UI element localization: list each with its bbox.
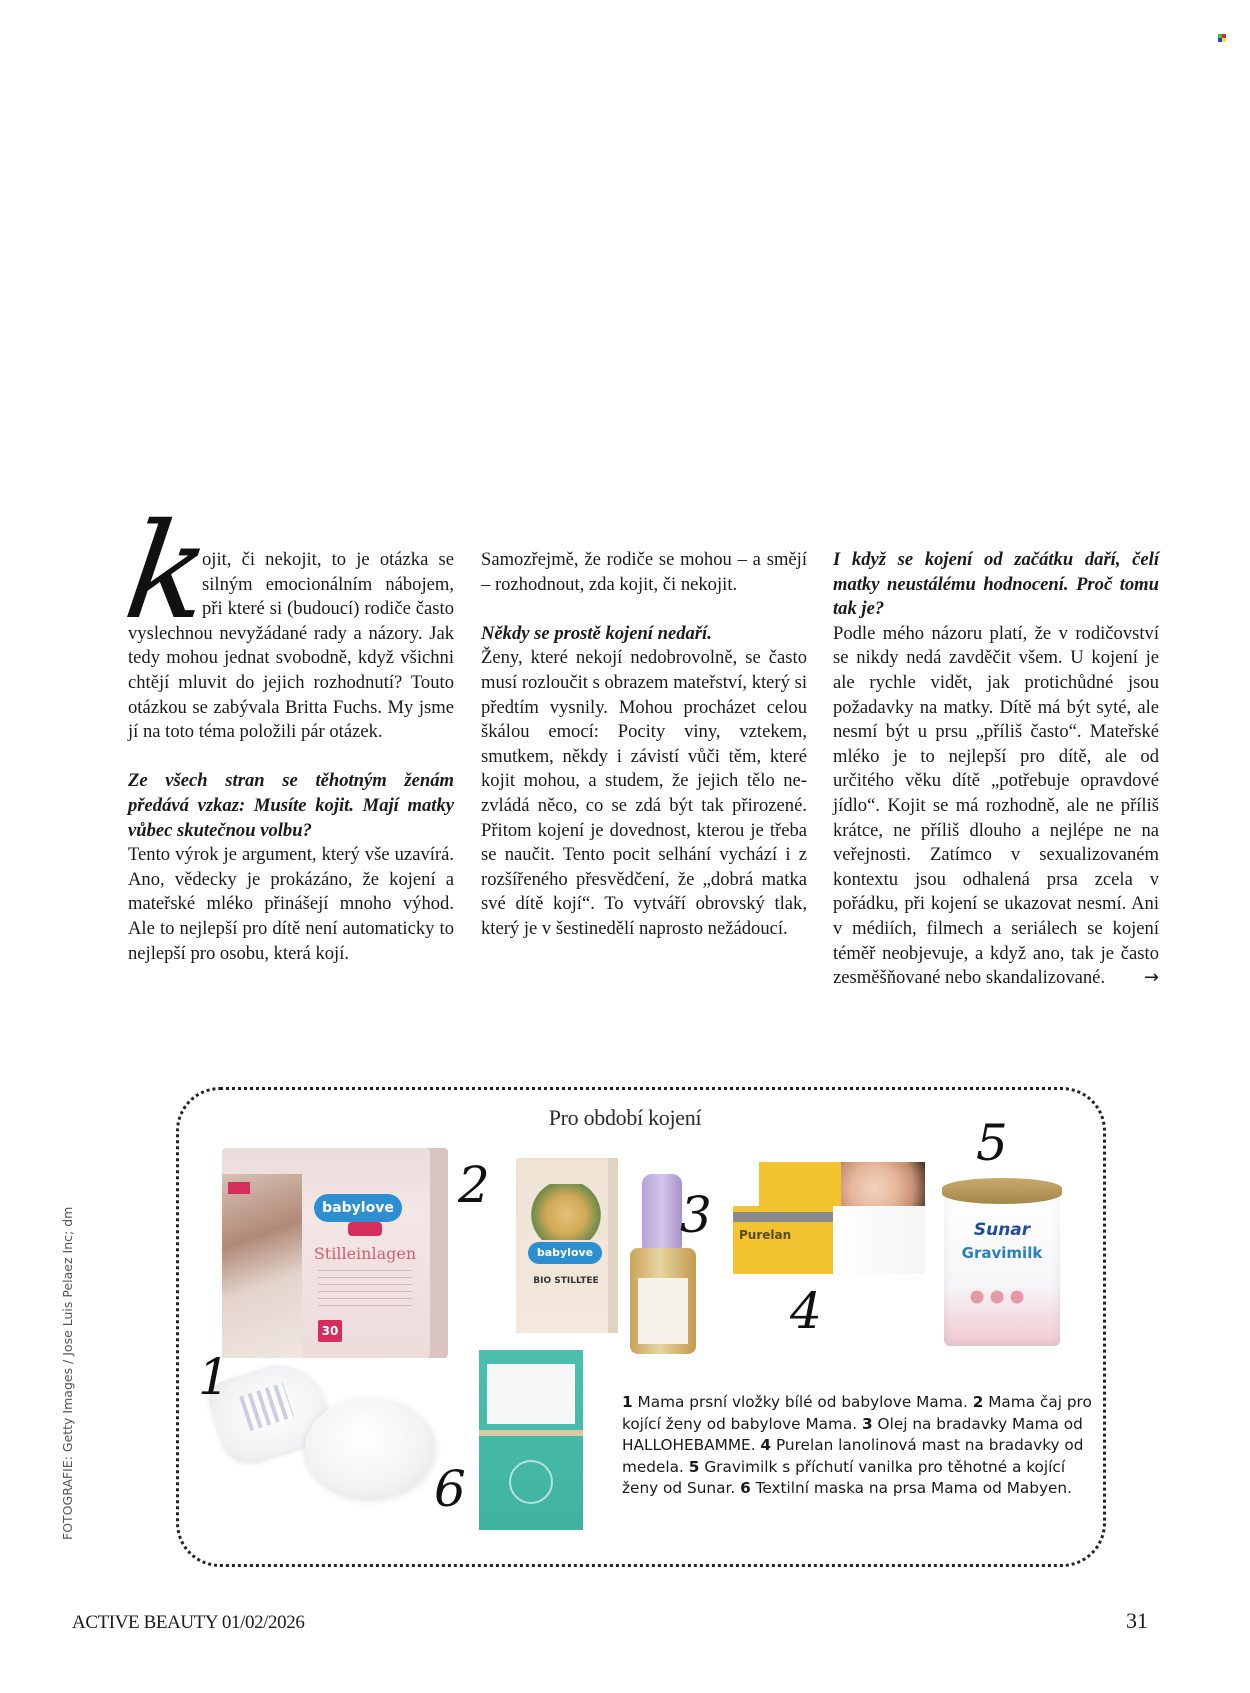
can-body [944, 1192, 1060, 1346]
question-2: Někdy se prostě kojení nedaří. [481, 622, 712, 644]
product-caption [622, 1392, 1092, 1500]
product-4-name: Purelan [739, 1228, 792, 1242]
caption-text-3: Olej na bradavky Mama od HALLOHEBAMME. [622, 1414, 1083, 1455]
marker-yellow [1222, 38, 1226, 42]
page-number: 31 [1126, 1608, 1148, 1633]
mother-baby-photo [222, 1174, 302, 1358]
caption-text-5: Gravimilk s příchutí vanilka pro těhotné a kojící ženy od Sunar. [622, 1457, 1066, 1498]
product-box-title: Pro období kojení [548, 1105, 702, 1130]
mama-label [348, 1222, 382, 1236]
sunar-brand: Sunar [973, 1220, 1031, 1240]
tea-herb-image [528, 1184, 604, 1240]
photo-credit: FOTOGRAFIE: Getty Images / Jose Luis Pelaez Inc; dm [60, 1206, 75, 1540]
caption-num-1: 1 [622, 1393, 633, 1411]
answer-1-continued: Samozřejmě, že rodiče se mohou – a smějí – rozhodnout, zda kojit, či nekojit. [481, 549, 807, 595]
babylove-logo: babylove [314, 1194, 402, 1222]
bottle-label [638, 1278, 688, 1344]
caption-num-2: 2 [972, 1393, 984, 1411]
mask-stripe [479, 1430, 583, 1436]
bottle-body [630, 1248, 696, 1354]
can-icons [970, 1290, 1030, 1304]
answer-3-text: Podle mého názoru platí, že v rodičovství se nikdy nedá zavděčit všem. U kojení je ale rychle vidět, jak protichůdné jsou požadavky na matky. Dítě má být syté, ale nesmí být u prsu „příliš často“. Mateřské mléko je to nejlepší pro dítě, ale od určitého věku dítě „potřebuje opravdové jídlo“. Kojit se má rozhodně, ale ne příliš krátce, ne příliš dlouho a nejlépe ne na veřejnosti. Zatímco v sexualizovaném kontextu jsou odhalená prsa zcela v pořádku, při kojení se ukazovat nesmí. Ani v médiích, filmech a seriálech se kojení téměř neobjevuje, a když ano, tak je často zesměšňované nebo skandalizované. [833, 622, 1159, 989]
product-5-name: Gravimilk [961, 1244, 1043, 1262]
product-6-breast-mask [479, 1350, 583, 1530]
babylove-logo: babylove [528, 1242, 602, 1264]
article-column-3 [833, 548, 1159, 991]
product-number-1: 1 [198, 1348, 230, 1406]
product-5-gravimilk-can [942, 1178, 1062, 1346]
product-2-tea-box [516, 1158, 618, 1333]
caption-text-2: Mama čaj pro kojící ženy od babylove Mama. [622, 1393, 1092, 1433]
answer-3 [833, 622, 1159, 991]
caption-num-4: 4 [760, 1436, 772, 1455]
caption-num-6: 6 [740, 1479, 751, 1498]
product-1-nursing-pads-box [222, 1148, 448, 1358]
new-tag [228, 1182, 250, 1194]
product-number-5: 5 [976, 1114, 1008, 1172]
intro-paragraph: ojit, či nekojit, to je otázka se silným emocionálním nábojem, při které si (budoucí) rodiče často vyslechnou nevyžádané rady a názory. Jak tedy mohou jednat svobodně, když všichni chtějí mluvit do jejich rozhodnutí? Touto otázkou se zabývala Britta Fuchs. My jsme jí na toto téma položili pár otázek. [128, 549, 454, 743]
mask-label [487, 1364, 575, 1424]
caption-text-6: Textilní maska na prsa Mama od Mabyen. [750, 1479, 1072, 1498]
article-column-2 [481, 548, 807, 942]
caption-num-5: 5 [688, 1457, 700, 1476]
caption-text-4: Purelan lanolinová mast na bradavky od medela. [622, 1436, 1084, 1476]
print-color-marker [1218, 34, 1226, 42]
product-number-6: 6 [434, 1460, 466, 1518]
medela-bar [733, 1212, 833, 1222]
question-3: I když se kojení od začátku daří, čelí matky neustálému hodnocení. Proč tomu tak je? [833, 549, 1159, 620]
product-number-4: 4 [790, 1282, 822, 1340]
product-2-name: BIO STILLTEE [533, 1276, 599, 1286]
can-lid [942, 1178, 1062, 1204]
mask-flower-graphic [509, 1460, 553, 1504]
product-number-3: 3 [680, 1186, 712, 1244]
product-1-description [318, 1270, 412, 1308]
count-badge: 30 [318, 1320, 342, 1342]
product-number-2: 2 [458, 1156, 490, 1214]
article-column-1 [117, 495, 454, 966]
continue-arrow-icon: → [1143, 967, 1159, 989]
drop-cap: k [117, 495, 219, 649]
product-1-nursing-pads [205, 1368, 455, 1498]
magazine-issue: ACTIVE BEAUTY 01/02/2026 [72, 1612, 305, 1633]
answer-2: Ženy, které nekojí nedobrovolně, se často musí rozloučit s obrazem mateřství, který si předtím vysnily. Mohou procházet celou škálou emocí: Pocity viny, vztekem, smutkem, někdy i závistí vůči těm, které kojit mohou, a studem, že jejich tělo nezvládá něco, co se zdá být tak přirozené. Přitom kojení je dovednost, kterou je třeba se naučit. Tento pocit selhání vychází i z rozšířeného přesvědčení, že „dobrá matka své dítě kojí“. To vytváří obrovský tlak, který je v šestinedělí naprosto nežádoucí. [481, 647, 807, 939]
caption-text-1: Mama prsní vložky bílé od babylove Mama. [632, 1393, 973, 1411]
product-1-name: Stilleinlagen [313, 1244, 417, 1263]
question-1: Ze všech stran se těhotným ženám předává vzkaz: Musíte kojit. Mají matky vůbec skutečnou volbu? [128, 770, 454, 841]
product-4-purelan-box [733, 1162, 925, 1274]
nursing-pad-round [305, 1398, 435, 1498]
bottle-cap [642, 1174, 682, 1250]
caption-num-3: 3 [862, 1414, 873, 1433]
answer-1: Tento výrok je argument, který vše uzavírá. Ano, vědecky je prokázáno, že kojení a mateřské mléko přinášejí mnoho výhod. Ale to nejlepší pro dítě není automaticky to nejlepší pro osobu, která kojí. [128, 844, 454, 964]
